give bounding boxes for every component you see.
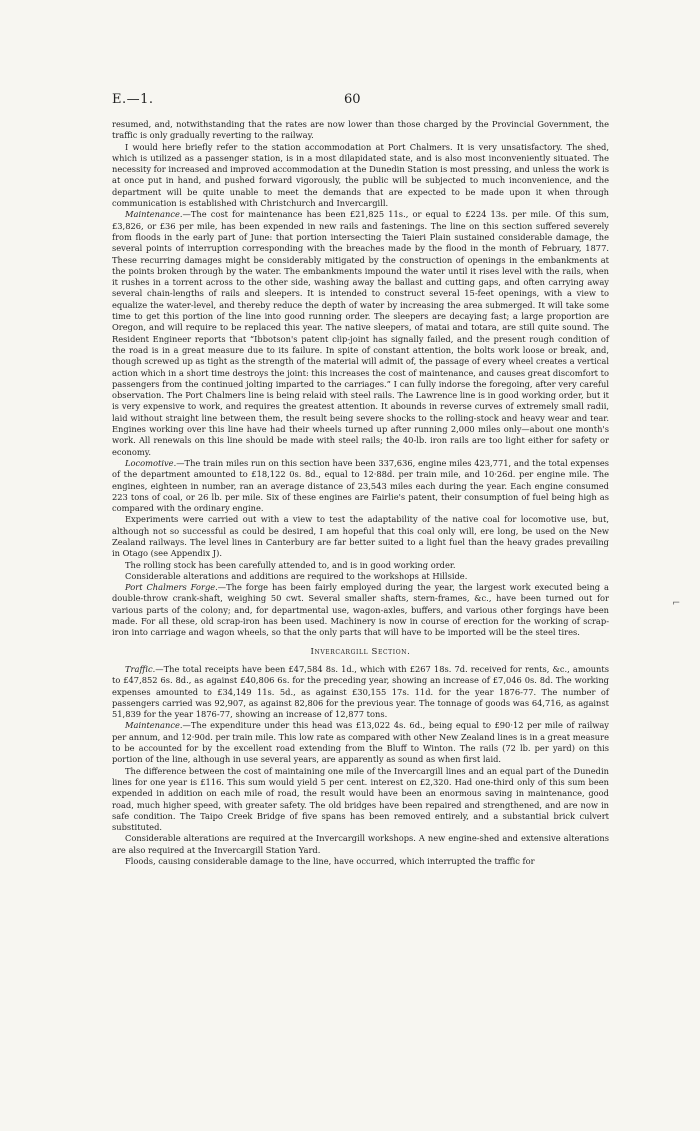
paragraph (112, 560, 609, 571)
section-heading: Invercargill Section. (310, 646, 411, 657)
paragraph-lead-heading: Traffic. (125, 663, 156, 674)
paragraph-lead-heading: Maintenance. (125, 720, 183, 731)
page-number: 60 (344, 92, 361, 107)
paragraph-text: —The total receipts have been £47,584 8s. 1d., which with £267 18s. 7d. received for rents, &c., amounts to £47,852 6s. 8d., as against £40,806 6s. for the preceding year, showing an increase of £7,046 0s. 8d. The working expenses amounted to £34,149 11s. 5d., as against £30,155 17s. 11d. for the year 1876-77. The number of passengers carried was 92,907, as against 82,806 for the previous year. The tonnage of goods was 64,716, as against 51,839 for the year 1876-77, showing an increase of 12,877 tons. (112, 663, 609, 720)
margin-pencil-mark: ⌐ (672, 598, 681, 609)
paragraph-lead-heading: Maintenance. (125, 209, 183, 220)
paragraph-text: —The expenditure under this head was £13,022 4s. 6d., being equal to £90·12 per mile of railway per annum, and 12·90d. per train mile. This low rate as compared with other New Zealand lines is in a great measure to be accounted for by the excellent road extending from the Bluff to Winton. The rails (72 lb. per yard) on this portion of the line, although in use several years, are apparently as sound as when first laid. (112, 720, 609, 765)
body-text (112, 119, 609, 867)
paragraph (112, 664, 609, 720)
paragraph (112, 833, 609, 856)
paragraph-text: resumed, and, notwithstanding that the rates are now lower than those charged by the Provincial Government, the traffic is only gradually reverting to the railway. (112, 119, 609, 141)
paragraph-text: —The cost for maintenance has been £21,825 11s., or equal to £224 13s. per mile. Of this sum, £3,826, or £36 per mile, has been expended in new rails and fastenings. The line on this section suffered severely from floods in the early part of June: that portion intersecting the Taieri Plain sustained considerable damage, the several points of interruption corresponding with the breaches made by the flood in the month of February, 1877. These recurring damages might be considerably mitigated by the construction of openings in the embankments at the points broken through by the water. The embankments impound the water until it rises level with the rails, when it rushes in a torrent across to the other side, washing away the ballast and cutting gaps, and often carrying away several chain-lengths of rails and sleepers. It is intended to construct several 15-feet openings, with a view to equalize the water-level, and thereby reduce the depth of water by increasing the area submerged. It will take some time to get this portion of the line into good running order. The sleepers are decaying fast; a large proportion are Oregon, and will require to be replaced this year. The native sleepers, of matai and totara, are still quite sound. The Resident Engineer reports that “Ibbotson's patent clip-joint has signally failed, and the present rough condition of the road is in a great measure due to its failure. In spite of constant attention, the bolts work loose or break, and, though screwed up as tight as the strength of the material will admit of, the passage of every wheel creates a vertical action which in a short time destroys the joint: this increases the cost of maintenance, and causes great discomfort to passengers from the continued jolting imparted to the carriages.” I can fully indorse the foregoing, after very careful observation. The Port Chalmers line is being relaid with steel rails. The Lawrence line is in good working order, but it is very expensive to work, and requires the greatest attention. It abounds in reverse curves of extremely small radii, laid without straight line between them, the result being severe shocks to the rolling-stock and heavy wear and tear. Engines working over this line have had their wheels turned up after running 2,000 miles only—about one month's work. All renewals on this line should be made with steel rails; the 40-lb. iron rails are too light either for safety or economy. (112, 209, 609, 457)
paragraph-lead-heading: Locomotive. (125, 457, 177, 468)
paragraph-lead-heading: Port Chalmers Forge. (125, 582, 218, 593)
page-header (112, 92, 607, 108)
paragraph-text: The rolling stock has been carefully attended to, and is in good working order. (125, 559, 456, 570)
paragraph-text: —The train miles run on this section have been 337,636, engine miles 423,771, and the total expenses of the department amounted to £18,122 0s. 8d., equal to 12·88d. per train mile, and 10·26d. per engine mile. The engines, eighteen in number, ran an average distance of 23,543 miles each during the year. Each engine consumed 223 tons of coal, or 26 lb. per mile. Six of these engines are Fairlie's patent, their consumption of fuel being high as compared with the ordinary engine. (112, 457, 609, 514)
paragraph (112, 582, 609, 638)
paragraph (112, 142, 609, 210)
paragraph-text: Considerable alterations and additions are required to the workshops at Hillside. (125, 570, 468, 581)
paragraph (112, 720, 609, 765)
paragraph (112, 119, 609, 142)
railway-report-part1 (112, 119, 609, 639)
paragraph-text: I would here briefly refer to the station accommodation at Port Chalmers. It is very unsatisfactory. The shed, which is utilized as a passenger station, is in a most dilapidated state, and is also most inconveniently situated. The necessity for increased and improved accommodation at the Dunedin Station is most pressing, and unless the work is at once put in hand, and pushed forward vigorously, the public will be subjected to much inconvenience, and the department will be quite unable to meet the demands that are expected to be made upon it when through communication is established with Christchurch and Invercargill. (112, 141, 609, 209)
paragraph-text: Floods, causing considerable damage to the line, have occurred, which interrupted the traffic for (125, 856, 535, 866)
paragraph (112, 458, 609, 514)
paragraph-text: Experiments were carried out with a view to test the adaptability of the native coal for locomotive use, but, although not so successful as could be desired, I am hopeful that this coal only will, ere long, be used on the New Zealand railways. The level lines in Canterbury are far better suited to a light fuel than the heavy grades prevailing in Otago (see Appendix J). (112, 514, 609, 559)
document-reference: E.—1. (112, 92, 154, 107)
paragraph (112, 514, 609, 559)
paragraph (112, 856, 609, 867)
railway-report-part2 (112, 664, 609, 867)
paragraph (112, 571, 609, 582)
paragraph-text: The difference between the cost of maintaining one mile of the Invercargill lines and an equal part of the Dunedin lines for one year is £116. This sum would yield 5 per cent. interest on £2,320. Had one-third only of this sum been expended in addition on each mile of road, the result would have been an enormous saving in maintenance, good road, much higher speed, with greater safety. The old bridges have been repaired and strengthened, and are now in safe condition. The Taipo Creek Bridge of five spans has been removed entirely, and a substantial brick culvert substituted. (112, 765, 609, 833)
paragraph-text: Considerable alterations are required at the Invercargill workshops. A new engine-shed and extensive alterations are also required at the Invercargill Station Yard. (112, 833, 609, 855)
paragraph (112, 209, 609, 458)
paragraph-text: —The forge has been fairly employed during the year, the largest work executed being a double-throw crank-shaft, weighing 50 cwt. Several smaller shafts, stern-frames, &c., have been turned out for various parts of the colony; and, for departmental use, wagon-axles, buffers, and various other forgings have been made. For all these, old scrap-iron has been used. Machinery is now in course of erection for the working of scrap-iron into carriage and wagon wheels, so that the only parts that will have to be imported will be the steel tires. (112, 582, 609, 638)
paragraph (112, 766, 609, 834)
